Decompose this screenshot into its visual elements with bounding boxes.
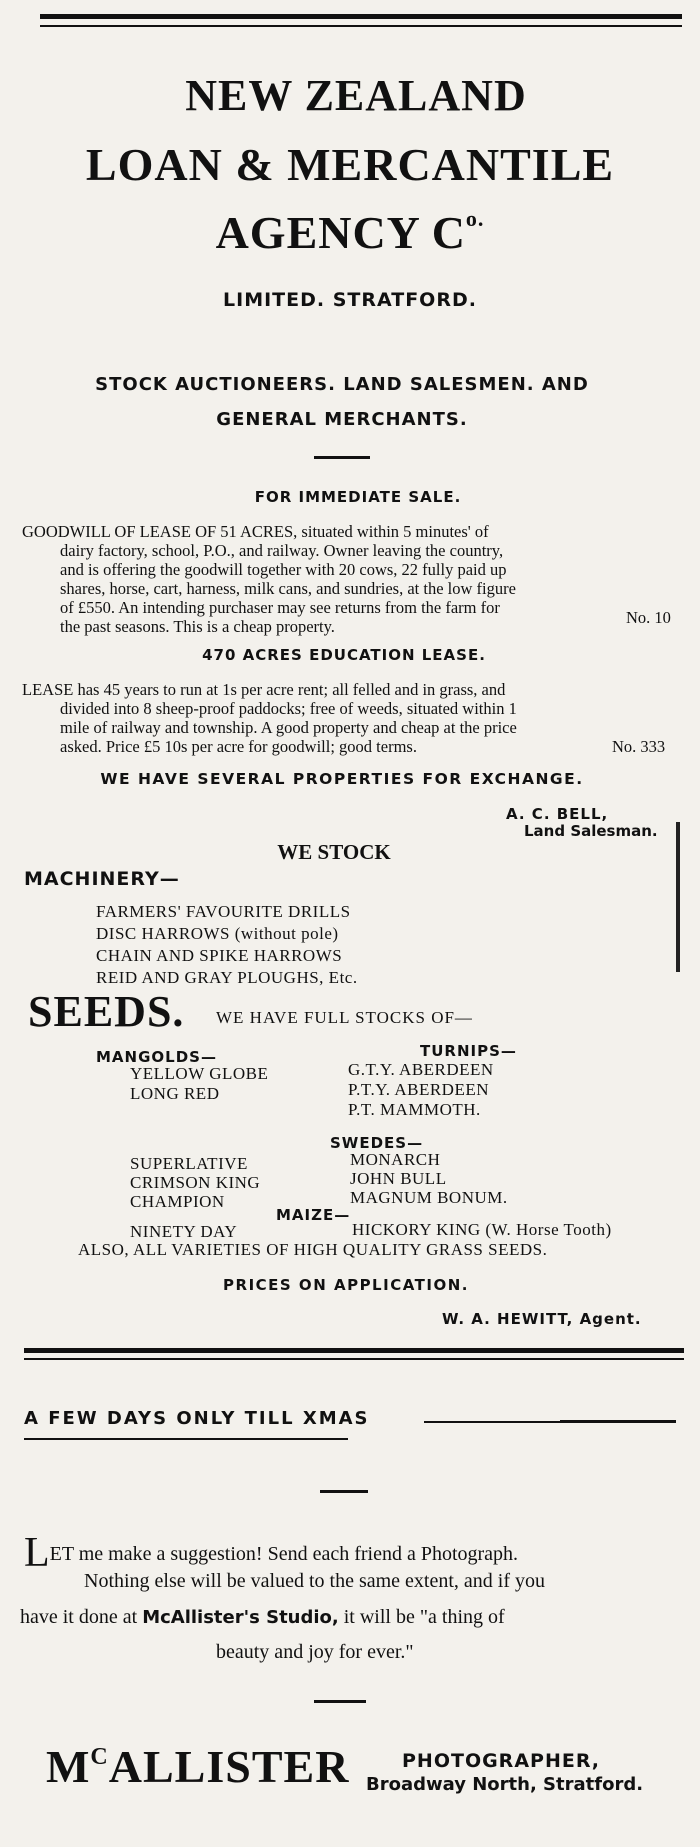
swedes-item: MONARCH bbox=[350, 1150, 441, 1169]
divider-short bbox=[314, 1700, 366, 1703]
name-sup: C bbox=[90, 1744, 109, 1770]
suggestion-text: have it done at bbox=[20, 1606, 143, 1628]
suggestion-text: it will be "a thing of bbox=[338, 1606, 505, 1628]
goodwill-listing-number: No. 10 bbox=[626, 608, 671, 627]
company-title-agency: AGENCY C bbox=[215, 207, 466, 258]
suggestion-line4: beauty and joy for ever." bbox=[216, 1641, 414, 1663]
swedes-item: SUPERLATIVE bbox=[130, 1154, 248, 1173]
turnips-heading: TURNIPS— bbox=[420, 1042, 517, 1060]
turnips-item: P.T.Y. ABERDEEN bbox=[348, 1080, 490, 1099]
education-lease-heading: 470 ACRES EDUCATION LEASE. bbox=[202, 646, 486, 664]
company-title-line3 bbox=[0, 206, 700, 259]
we-stock-heading: WE STOCK bbox=[277, 840, 391, 864]
section-divider bbox=[24, 1348, 684, 1353]
goodwill-paragraph bbox=[22, 522, 682, 636]
name-prefix: M bbox=[46, 1741, 91, 1792]
machinery-item: FARMERS' FAVOURITE DRILLS bbox=[96, 902, 351, 921]
limited-stratford: LIMITED. STRATFORD. bbox=[223, 289, 477, 311]
xmas-underline bbox=[24, 1438, 348, 1440]
company-title-sup: o. bbox=[465, 206, 485, 231]
studio-name: McAllister's Studio, bbox=[142, 1607, 339, 1628]
immediate-sale-heading: FOR IMMEDIATE SALE. bbox=[254, 488, 462, 506]
lease-line: divided into 8 sheep-proof paddocks; free of weeds, situated within 1 bbox=[60, 699, 517, 718]
company-title-line1: NEW ZEALAND bbox=[185, 71, 527, 120]
machinery-item: REID AND GRAY PLOUGHS, Etc. bbox=[96, 968, 358, 987]
turnips-item: G.T.Y. ABERDEEN bbox=[348, 1060, 494, 1079]
photographer-role: PHOTOGRAPHER, bbox=[402, 1750, 601, 1772]
goodwill-line: and is offering the goodwill together with 20 cows, 22 fully paid up bbox=[60, 560, 507, 579]
seeds-subheading: WE HAVE FULL STOCKS OF— bbox=[216, 1008, 473, 1027]
lease-paragraph bbox=[22, 680, 682, 756]
hewitt-signature: W. A. HEWITT, Agent. bbox=[442, 1310, 642, 1328]
top-rule bbox=[40, 14, 682, 19]
name-rest: ALLISTER bbox=[108, 1741, 350, 1792]
goodwill-line: the past seasons. This is a cheap property. bbox=[60, 617, 335, 636]
maize-item: HICKORY KING (W. Horse Tooth) bbox=[352, 1220, 612, 1239]
goodwill-line: shares, horse, cart, harness, milk cans, and sundries, at the low figure bbox=[60, 579, 516, 598]
divider-short bbox=[320, 1490, 368, 1493]
studio-address: Broadway North, Stratford. bbox=[366, 1774, 644, 1795]
swedes-heading: SWEDES— bbox=[330, 1134, 424, 1152]
prices-on-application: PRICES ON APPLICATION. bbox=[223, 1276, 469, 1294]
bell-title: Land Salesman. bbox=[524, 822, 658, 840]
section-divider-thin bbox=[24, 1358, 684, 1360]
mangolds-item: YELLOW GLOBE bbox=[130, 1064, 269, 1083]
machinery-item: DISC HARROWS (without pole) bbox=[96, 924, 339, 943]
maize-heading: MAIZE— bbox=[276, 1206, 351, 1224]
lease-line: LEASE has 45 years to run at 1s per acre rent; all felled and in grass, and bbox=[22, 680, 506, 699]
suggestion-line2: Nothing else will be valued to the same extent, and if you bbox=[84, 1570, 545, 1592]
grass-seeds-line: ALSO, ALL VARIETIES OF HIGH QUALITY GRASS SEEDS. bbox=[78, 1240, 548, 1259]
services-line1: STOCK AUCTIONEERS. LAND SALESMEN. AND bbox=[95, 374, 589, 395]
swedes-item: CRIMSON KING bbox=[130, 1173, 261, 1192]
suggestion-line3 bbox=[20, 1606, 505, 1629]
company-title-line2: LOAN & MERCANTILE bbox=[85, 139, 615, 190]
suggestion-text: ET me make a suggestion! Send each friend a Photograph. bbox=[49, 1543, 519, 1565]
lease-line: asked. Price £5 10s per acre for goodwill; good terms. bbox=[60, 737, 417, 756]
maize-item: NINETY DAY bbox=[130, 1222, 238, 1241]
suggestion-line1 bbox=[24, 1530, 519, 1576]
xmas-rule bbox=[424, 1421, 560, 1423]
mangolds-item: LONG RED bbox=[130, 1084, 220, 1103]
mangolds-heading: MANGOLDS— bbox=[96, 1048, 217, 1066]
lease-line: mile of railway and township. A good property and cheap at the price bbox=[60, 718, 517, 737]
exchange-heading: WE HAVE SEVERAL PROPERTIES FOR EXCHANGE. bbox=[100, 770, 584, 788]
machinery-heading: MACHINERY— bbox=[24, 868, 180, 890]
divider-short bbox=[314, 456, 370, 459]
top-rule-thin bbox=[40, 25, 682, 27]
drop-cap: L bbox=[24, 1530, 50, 1576]
seeds-heading: SEEDS. bbox=[28, 987, 185, 1036]
goodwill-line: dairy factory, school, P.O., and railway. Owner leaving the country, bbox=[60, 541, 504, 560]
goodwill-line: of £550. An intending purchaser may see returns from the farm for bbox=[60, 598, 500, 617]
swedes-item: MAGNUM BONUM. bbox=[350, 1188, 508, 1207]
xmas-heading: A FEW DAYS ONLY TILL XMAS bbox=[24, 1408, 370, 1429]
swedes-item: CHAMPION bbox=[130, 1192, 225, 1211]
lease-listing-number: No. 333 bbox=[612, 737, 666, 756]
turnips-item: P.T. MAMMOTH. bbox=[348, 1100, 481, 1119]
services-line2: GENERAL MERCHANTS. bbox=[216, 409, 468, 430]
xmas-rule-right bbox=[560, 1420, 676, 1423]
machinery-item: CHAIN AND SPIKE HARROWS bbox=[96, 946, 343, 965]
goodwill-line: GOODWILL OF LEASE OF 51 ACRES, situated within 5 minutes' of bbox=[22, 522, 489, 541]
swedes-item: JOHN BULL bbox=[350, 1169, 447, 1188]
mcallister-name bbox=[46, 1740, 349, 1793]
bell-name: A. C. BELL, bbox=[506, 805, 609, 823]
